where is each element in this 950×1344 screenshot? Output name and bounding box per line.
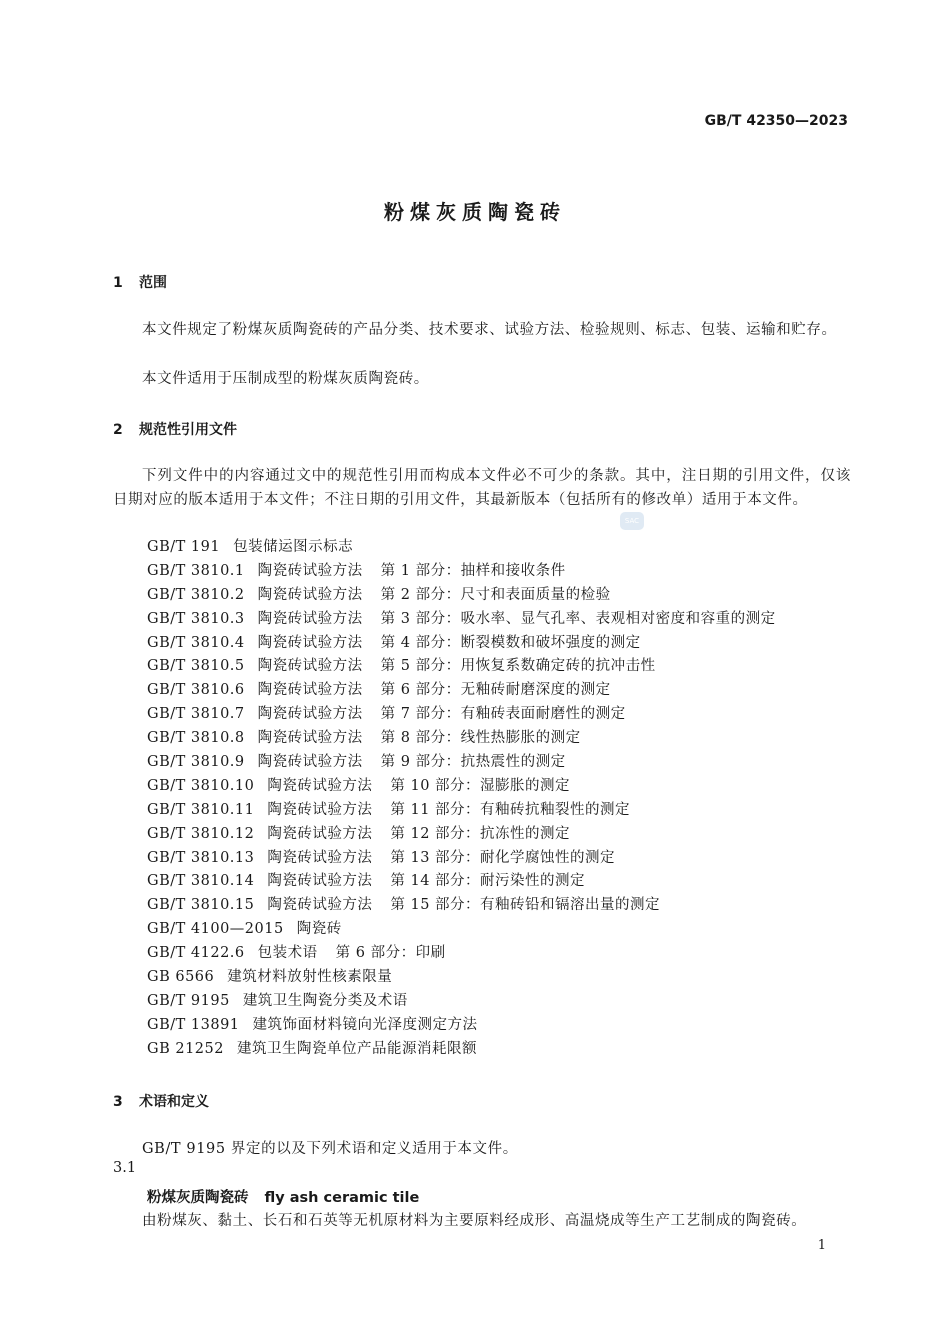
reference-title: 陶瓷砖试验方法 <box>257 610 363 627</box>
reference-title: 建筑饰面材料镜向光泽度测定方法 <box>252 1016 478 1033</box>
reference-item <box>147 942 776 966</box>
reference-code: GB/T 3810.2 <box>147 586 245 603</box>
reference-part: 第 5 部分：用恢复系数确定砖的抗冲击性 <box>380 658 656 675</box>
reference-code: GB/T 3810.10 <box>147 777 255 794</box>
standard-code: GB/T 42350—2023 <box>704 113 848 129</box>
term-heading <box>147 1186 419 1207</box>
section-1-heading <box>113 272 167 292</box>
normative-reference-list <box>147 536 776 1062</box>
page-number: 1 <box>817 1238 826 1253</box>
reference-code: GB 6566 <box>147 969 215 986</box>
reference-item <box>147 918 776 942</box>
reference-title: 陶瓷砖试验方法 <box>257 730 363 747</box>
reference-code: GB/T 3810.12 <box>147 825 255 842</box>
reference-part: 第 9 部分：抗热震性的测定 <box>380 754 566 771</box>
reference-item <box>147 703 776 727</box>
reference-code: GB/T 3810.9 <box>147 754 245 771</box>
reference-code: GB/T 13891 <box>147 1016 240 1033</box>
reference-item <box>147 560 776 584</box>
reference-part: 第 13 部分：耐化学腐蚀性的测定 <box>390 849 616 866</box>
reference-part: 第 4 部分：断裂模数和破坏强度的测定 <box>380 634 641 651</box>
reference-part: 第 14 部分：耐污染性的测定 <box>390 873 586 890</box>
reference-title: 包装术语 <box>257 945 318 962</box>
section-1-paragraph-2: 本文件适用于压制成型的粉煤灰质陶瓷砖。 <box>142 371 429 387</box>
section-number: 3 <box>113 1094 123 1110</box>
reference-item <box>147 847 776 871</box>
reference-title: 陶瓷砖试验方法 <box>257 706 363 723</box>
reference-code: GB 21252 <box>147 1040 224 1057</box>
reference-code: GB/T 3810.11 <box>147 801 255 818</box>
reference-item <box>147 632 776 656</box>
reference-part: 第 10 部分：湿膨胀的测定 <box>390 777 571 794</box>
reference-item <box>147 1014 776 1038</box>
reference-code: GB/T 4100—2015 <box>147 921 284 938</box>
reference-item <box>147 584 776 608</box>
reference-code: GB/T 4122.6 <box>147 945 245 962</box>
reference-item <box>147 775 776 799</box>
reference-item <box>147 608 776 632</box>
section-1-paragraph-1: 本文件规定了粉煤灰质陶瓷砖的产品分类、技术要求、试验方法、检验规则、标志、包装、运输和贮存。 <box>142 322 837 338</box>
section-title: 规范性引用文件 <box>139 422 237 438</box>
reference-title: 陶瓷砖试验方法 <box>257 634 363 651</box>
reference-part: 第 3 部分：吸水率、显气孔率、表观相对密度和容重的测定 <box>380 610 776 627</box>
reference-code: GB/T 3810.5 <box>147 658 245 675</box>
reference-item <box>147 1038 776 1062</box>
reference-code: GB/T 3810.15 <box>147 897 255 914</box>
reference-code: GB/T 3810.8 <box>147 730 245 747</box>
section-2-intro: 下列文件中的内容通过文中的规范性引用而构成本文件必不可少的条款。其中，注日期的引用文件，仅该日期对应的版本适用于本文件；不注日期的引用文件，其最新版本（包括所有的修改单）适用于本文件。 <box>113 468 851 508</box>
reference-item <box>147 990 776 1014</box>
reference-title: 陶瓷砖试验方法 <box>257 586 363 603</box>
reference-code: GB/T 3810.7 <box>147 706 245 723</box>
reference-title: 建筑卫生陶瓷分类及术语 <box>242 992 408 1009</box>
term-number: 3.1 <box>113 1160 137 1176</box>
reference-title: 陶瓷砖试验方法 <box>267 873 373 890</box>
reference-code: GB/T 3810.13 <box>147 849 255 866</box>
section-number: 2 <box>113 422 123 438</box>
reference-title: 建筑材料放射性核素限量 <box>227 969 393 986</box>
reference-item <box>147 727 776 751</box>
reference-title: 陶瓷砖试验方法 <box>267 777 373 794</box>
section-title: 术语和定义 <box>139 1094 209 1110</box>
reference-code: GB/T 3810.1 <box>147 562 245 579</box>
reference-part: 第 15 部分：有釉砖铅和镉溶出量的测定 <box>390 897 661 914</box>
section-3-intro: GB/T 9195 界定的以及下列术语和定义适用于本文件。 <box>142 1141 518 1157</box>
reference-item <box>147 536 776 560</box>
section-3-heading <box>113 1091 209 1111</box>
reference-item <box>147 870 776 894</box>
reference-code: GB/T 3810.3 <box>147 610 245 627</box>
reference-part: 第 7 部分：有釉砖表面耐磨性的测定 <box>380 706 626 723</box>
reference-part: 第 12 部分：抗冻性的测定 <box>390 825 571 842</box>
section-title: 范围 <box>139 275 167 291</box>
reference-part: 第 2 部分：尺寸和表面质量的检验 <box>380 586 611 603</box>
reference-title: 陶瓷砖试验方法 <box>267 825 373 842</box>
reference-part: 第 8 部分：线性热膨胀的测定 <box>380 730 581 747</box>
section-2-heading <box>113 419 237 439</box>
reference-title: 陶瓷砖试验方法 <box>267 897 373 914</box>
reference-code: GB/T 9195 <box>147 992 230 1009</box>
reference-title: 陶瓷砖试验方法 <box>257 754 363 771</box>
watermark-logo: SAC <box>620 512 644 530</box>
reference-item <box>147 655 776 679</box>
reference-title: 陶瓷砖试验方法 <box>257 562 363 579</box>
reference-item <box>147 966 776 990</box>
reference-title: 陶瓷砖试验方法 <box>257 682 363 699</box>
reference-title: 陶瓷砖试验方法 <box>267 801 373 818</box>
reference-code: GB/T 3810.14 <box>147 873 255 890</box>
reference-code: GB/T 191 <box>147 539 221 555</box>
section-number: 1 <box>113 275 123 291</box>
reference-part: 第 1 部分：抽样和接收条件 <box>380 562 566 579</box>
reference-item <box>147 823 776 847</box>
reference-item <box>147 894 776 918</box>
term-chinese: 粉煤灰质陶瓷砖 <box>147 1190 249 1206</box>
reference-item <box>147 679 776 703</box>
reference-item <box>147 799 776 823</box>
document-title: 粉煤灰质陶瓷砖 <box>384 200 566 224</box>
reference-title: 建筑卫生陶瓷单位产品能源消耗限额 <box>236 1040 477 1057</box>
reference-item <box>147 751 776 775</box>
reference-code: GB/T 3810.6 <box>147 682 245 699</box>
reference-part: 第 6 部分：印刷 <box>335 945 446 962</box>
reference-title: 陶瓷砖试验方法 <box>267 849 373 866</box>
reference-title: 包装储运图示标志 <box>233 539 354 555</box>
reference-title: 陶瓷砖 <box>296 921 342 938</box>
reference-part: 第 6 部分：无釉砖耐磨深度的测定 <box>380 682 611 699</box>
reference-part: 第 11 部分：有釉砖抗釉裂性的测定 <box>390 801 631 818</box>
term-english: fly ash ceramic tile <box>264 1190 420 1206</box>
reference-title: 陶瓷砖试验方法 <box>257 658 363 675</box>
term-definition: 由粉煤灰、黏土、长石和石英等无机原材料为主要原料经成形、高温烧成等生产工艺制成的陶瓷砖。 <box>142 1213 807 1229</box>
reference-code: GB/T 3810.4 <box>147 634 245 651</box>
